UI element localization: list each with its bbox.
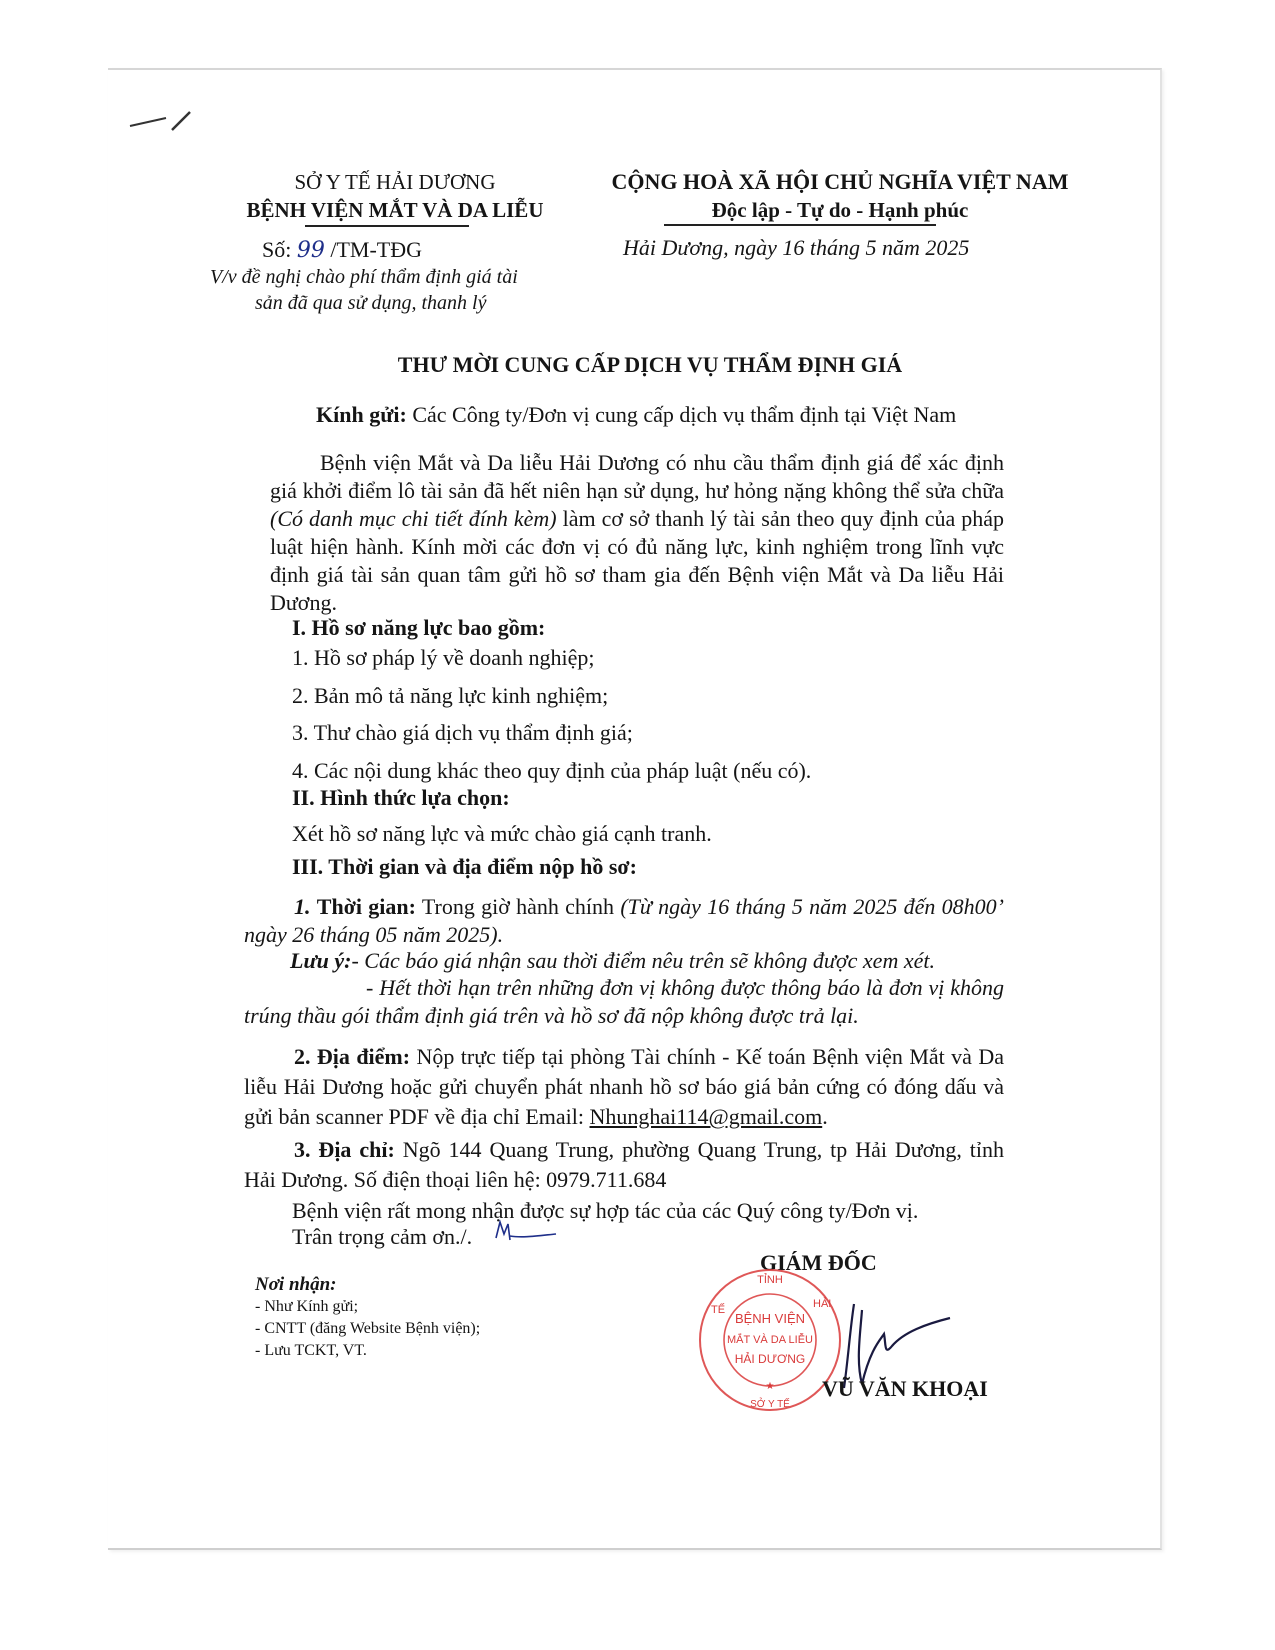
handwritten-number: 99 [296, 238, 325, 263]
recipient-line: Kính gửi: Các Công ty/Đơn vị cung cấp dịch vụ thẩm định tại Việt Nam [316, 402, 957, 427]
svg-text:TẾ: TẾ [711, 1304, 726, 1316]
document-number: Số: 99 /TM-TĐG [262, 237, 423, 263]
letter-title: THƯ MỜI CUNG CẤP DỊCH VỤ THẨM ĐỊNH GIÁ [397, 352, 903, 377]
time-paragraph: 1. Thời gian: Trong giờ hành chính (Từ ngày 16 tháng 5 năm 2025 đến 08h00’ ngày 26 tháng 05 năm 2025). [244, 894, 1004, 947]
address-paragraph: 3. Địa chỉ: Ngõ 144 Quang Trung, phường Quang Trung, tp Hải Dương, tỉnh Hải Dương. Số điện thoại liên hệ: 0979.711.684 [244, 1137, 1004, 1192]
motto-underline [664, 224, 936, 226]
email-link[interactable]: Nhunghai114@gmail.com [589, 1104, 823, 1129]
note-line-2: - Hết thời hạn trên những đơn vị không được thông báo là đơn vị không trúng thầu gói thẩm định giá trên và hồ sơ đã nộp không được trả lại. [244, 975, 1004, 1028]
hospital-name: BỆNH VIỆN MẮT VÀ DA LIỄU [246, 198, 544, 222]
svg-text:BỆNH VIỆN: BỆNH VIỆN [734, 1311, 806, 1326]
section-3-heading: III. Thời gian và địa điểm nộp hồ sơ: [292, 854, 637, 879]
department-name: SỞ Y TẾ HẢI DƯƠNG [294, 170, 496, 194]
svg-text:MẮT VÀ DA LIỄU: MẮT VÀ DA LIỄU [727, 1334, 813, 1346]
note-line-1: Lưu ý:- Các báo giá nhận sau thời điểm nêu trên sẽ không được xem xét. [290, 948, 935, 973]
nation-name: CỘNG HOÀ XÃ HỘI CHỦ NGHĨA VIỆT NAM [611, 169, 1069, 194]
svg-text:★: ★ [765, 1381, 775, 1392]
svg-text:SỞ Y TẾ: SỞ Y TẾ [750, 1399, 790, 1410]
svg-text:TỈNH: TỈNH [757, 1274, 783, 1286]
subject-line-2: sản đã qua sử dụng, thanh lý [255, 292, 487, 314]
signatory-title: GIÁM ĐỐC [760, 1250, 877, 1275]
svg-text:HẢI: HẢI [813, 1298, 832, 1310]
nation-header [590, 168, 1090, 224]
section-2-text: Xét hồ sơ năng lực và mức chào giá cạnh tranh. [292, 821, 712, 846]
closing-line-1: Bệnh viện rất mong nhận được sự hợp tác của các Quý công ty/Đơn vị. [292, 1198, 919, 1223]
section-1-heading: I. Hồ sơ năng lực bao gồm: [292, 615, 546, 640]
national-motto: Độc lập - Tự do - Hạnh phúc [711, 198, 969, 222]
subject-line-1: V/v đề nghị chào phí thẩm định giá tài [210, 266, 518, 288]
place-paragraph: 2. Địa điểm: Nộp trực tiếp tại phòng Tài chính - Kế toán Bệnh viện Mắt và Da liễu Hải Dương hoặc gửi chuyển phát nhanh hồ sơ báo giá bản cứng có đóng dấu và gửi bản scanner PDF về địa chỉ Email: Nhunghai114@gmail.com. [244, 1044, 1004, 1129]
section-1-item: 4. Các nội dung khác theo quy định của pháp luật (nếu có). [292, 758, 812, 783]
place-date: Hải Dương, ngày 16 tháng 5 năm 2025 [623, 235, 970, 260]
section-2-heading: II. Hình thức lựa chọn: [292, 785, 510, 810]
hospital-underline [305, 225, 469, 227]
svg-text:HẢI DƯƠNG: HẢI DƯƠNG [734, 1352, 806, 1366]
pen-mark [128, 108, 198, 138]
intro-paragraph: Bệnh viện Mắt và Da liễu Hải Dương có nhu cầu thẩm định giá để xác định giá khởi điểm lô tài sản đã hết niên hạn sử dụng, hư hỏng nặng không thể sửa chữa (Có danh mục chi tiết đính kèm) làm cơ sở thanh lý tài sản theo quy định của pháp luật hiện hành. Kính mời các đơn vị có đủ năng lực, kinh nghiệm trong lĩnh vực định giá tài sản quan tâm gửi hồ sơ tham gia đến Bệnh viện Mắt và Da liễu Hải Dương. [270, 450, 1005, 615]
section-1-item: 3. Thư chào giá dịch vụ thẩm định giá; [292, 720, 633, 745]
recipient-item: - Như Kính gửi; [255, 1298, 359, 1315]
recipient-item: - CNTT (đăng Website Bệnh viện); [255, 1320, 481, 1337]
recipient-item: - Lưu TCKT, VT. [255, 1342, 367, 1359]
recipients-heading: Nơi nhận: [255, 1274, 337, 1295]
signatory-name: VŨ VĂN KHOẠI [822, 1376, 988, 1401]
sender-header [210, 168, 580, 224]
initials-mark [492, 1218, 562, 1248]
section-1-item: 1. Hồ sơ pháp lý về doanh nghiệp; [292, 645, 595, 670]
section-1-item: 2. Bản mô tả năng lực kinh nghiệm; [292, 683, 609, 708]
closing-line-2: Trân trọng cảm ơn./. [292, 1224, 473, 1249]
